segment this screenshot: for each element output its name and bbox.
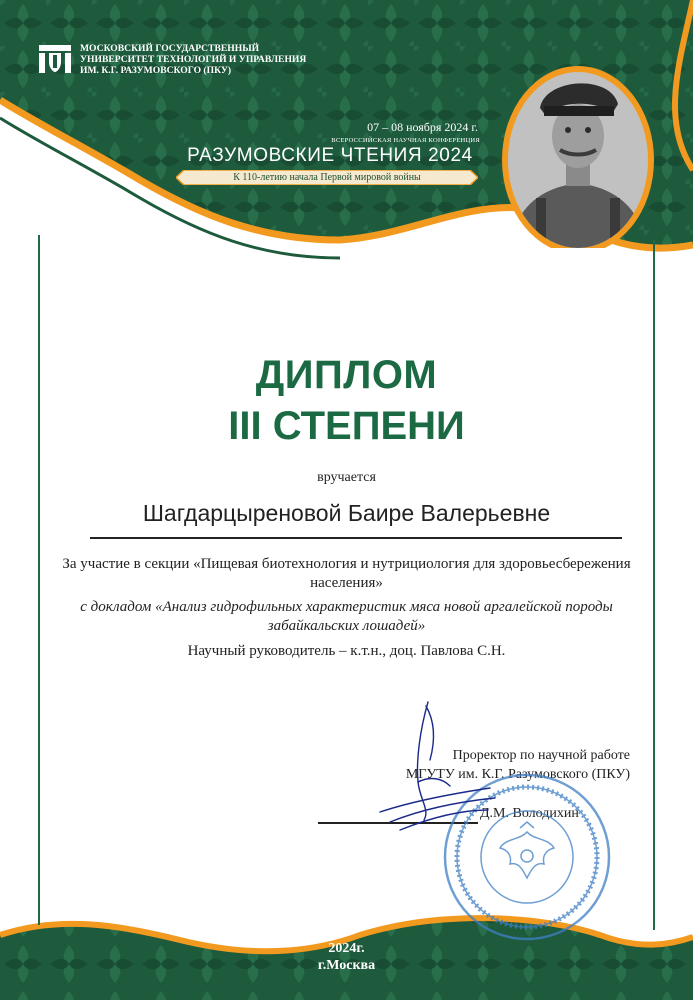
supervisor-text: Научный руководитель – к.т.н., доц. Павлова С.Н.	[187, 643, 506, 659]
section-text: За участие в секции «Пищевая биотехнология и нутрициология для здоровьесбережения населения»	[62, 556, 631, 591]
diploma-degree: III СТЕПЕНИ	[228, 404, 465, 448]
awarded-label: вручается	[317, 470, 376, 485]
issue-year: 2024г.	[328, 941, 365, 956]
signatory-name: Д.М. Володихин	[480, 806, 579, 821]
university-name-line: МОСКОВСКИЙ ГОСУДАРСТВЕННЫЙ	[80, 43, 260, 54]
university-name-line: УНИВЕРСИТЕТ ТЕХНОЛОГИЙ И УПРАВЛЕНИЯ	[80, 54, 307, 65]
conference-title: РАЗУМОВСКИЕ ЧТЕНИЯ 2024	[187, 145, 473, 166]
university-name-line: ИМ. К.Г. РАЗУМОВСКОГО (ПКУ)	[80, 65, 232, 76]
conference-dates: 07 – 08 ноября 2024 г.	[367, 120, 478, 134]
conference-kind: ВСЕРОССИЙСКАЯ НАУЧНАЯ КОНФЕРЕНЦИЯ	[331, 137, 480, 144]
signatory-role: Проректор по научной работе	[452, 748, 630, 763]
signatory-organization: МГУТУ им. К.Г. Разумовского (ПКУ)	[405, 767, 630, 782]
diploma-title: ДИПЛОМ	[255, 353, 438, 397]
frame-right-line	[653, 240, 655, 930]
issue-city: г.Москва	[317, 958, 376, 973]
handwritten-signature	[360, 690, 500, 840]
report-text: с докладом «Анализ гидрофильных характеристик мяса новой аргалейской породы забайкальских лошадей»	[80, 599, 613, 634]
portrait-photo	[500, 38, 670, 248]
university-logo-icon	[38, 44, 72, 74]
recipient-underline	[90, 537, 622, 539]
university-name	[80, 43, 340, 76]
frame-left-line	[38, 235, 40, 925]
recipient-name: Шагдарцыреновой Баире Валерьевне	[142, 500, 551, 526]
conference-subtitle: К 110-летию начала Первой мировой войны	[233, 172, 421, 183]
